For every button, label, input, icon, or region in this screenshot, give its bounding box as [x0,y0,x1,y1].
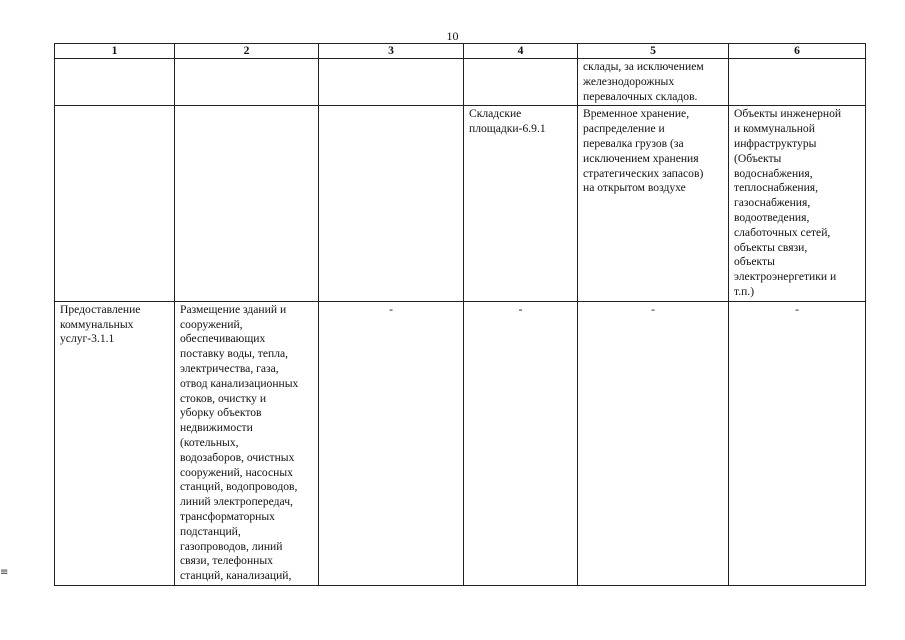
table-cell [578,301,729,585]
cell-text: склады, за исключением железнодорожных перевалочных складов. [583,60,704,103]
table-cell [175,301,319,585]
table-cell [175,106,319,301]
cell-text: - [518,302,523,316]
table-row [55,301,866,585]
cell-text: Размещение зданий и сооружений, обеспечивающих поставку воды, тепла, электричества, газа, отвод канализационных стоков, очистку и уборку объектов недвижимости (котельных, водозаборов, очистных сооружений, насосных станций, водопроводов, линий электропередач, трансформаторных подстанций, газопроводов, линий связи, телефонных станций, канализаций, [180,302,299,583]
table-cell [319,59,464,106]
land-use-table [54,43,866,586]
table-cell [729,59,866,106]
table-cell [729,106,866,301]
table-header-row [55,44,866,59]
cell-text: Складские площадки-6.9.1 [469,107,546,136]
table-cell [464,106,578,301]
column-header-2: 2 [175,44,319,59]
table-cell [55,59,175,106]
table-cell [175,59,319,106]
table-cell [578,59,729,106]
cell-text: Предоставление коммунальных услуг-3.1.1 [60,302,141,346]
table-cell [55,301,175,585]
cell-text: Временное хранение, распределение и перевалка грузов (за исключением хранения стратегических запасов) на открытом воздухе [583,107,704,195]
table-row [55,59,866,106]
table-cell [464,59,578,106]
cell-text: - [795,302,799,316]
table-cell [55,106,175,301]
column-header-4: 4 [464,44,578,59]
cell-text: - [651,302,655,316]
column-header-5: 5 [578,44,729,59]
table-cell [319,106,464,301]
column-header-3: 3 [319,44,464,59]
column-header-6: 6 [729,44,866,59]
table-cell [319,301,464,585]
table-cell [729,301,866,585]
page-number: 10 [446,29,459,43]
table-cell [464,301,578,585]
cell-text: - [389,302,393,316]
table-row [55,106,866,301]
column-header-1: 1 [55,44,175,59]
cell-text: Объекты инженерной и коммунальной инфраструктуры (Объекты водоснабжения, теплоснабжения, газоснабжения, водоотведения, слаботочных сетей, объекты связи, объекты электроэнергетики и т.п.) [734,107,842,298]
margin-mark: ≡ [0,567,9,578]
table-cell [578,106,729,301]
